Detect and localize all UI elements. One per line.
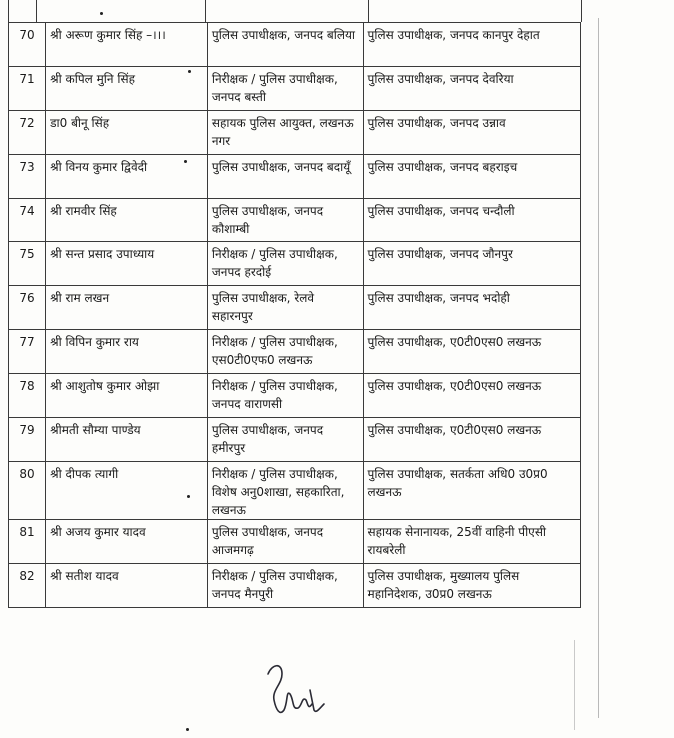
serial-number: 82 xyxy=(9,563,46,607)
new-posting: पुलिस उपाधीक्षक, जनपद चन्दौली xyxy=(363,198,580,242)
signature xyxy=(262,660,332,720)
table-row xyxy=(9,563,581,607)
new-posting: सहायक सेनानायक, 25वीं वाहिनी पीएसी रायबरेली xyxy=(363,519,580,563)
officer-name: श्री राम लखन xyxy=(46,286,208,330)
serial-number: 78 xyxy=(9,374,46,418)
transfer-table-body xyxy=(9,23,581,608)
page-margin-line xyxy=(574,640,575,730)
table-row xyxy=(9,330,581,374)
officer-name: श्री आशुतोष कुमार ओझा xyxy=(46,374,208,418)
page-margin-line xyxy=(598,18,599,718)
new-posting: पुलिस उपाधीक्षक, ए0टी0एस0 लखनऊ xyxy=(363,330,580,374)
table-row xyxy=(9,286,581,330)
table-row xyxy=(9,23,581,67)
scan-speck xyxy=(188,70,191,73)
table-row xyxy=(9,110,581,154)
serial-number: 73 xyxy=(9,154,46,198)
scan-speck xyxy=(187,495,190,498)
serial-number: 71 xyxy=(9,66,46,110)
current-posting: पुलिस उपाधीक्षक, जनपद कौशाम्बी xyxy=(207,198,363,242)
new-posting: पुलिस उपाधीक्षक, जनपद उन्नाव xyxy=(363,110,580,154)
current-posting: पुलिस उपाधीक्षक, जनपद आजमगढ़ xyxy=(207,519,363,563)
serial-number: 77 xyxy=(9,330,46,374)
current-posting: निरीक्षक / पुलिस उपाधीक्षक, एस0टी0एफ0 लखनऊ xyxy=(207,330,363,374)
table-row xyxy=(9,374,581,418)
officer-name: श्री सतीश यादव xyxy=(46,563,208,607)
current-posting: पुलिस उपाधीक्षक, जनपद हमीरपुर xyxy=(207,418,363,462)
new-posting: पुलिस उपाधीक्षक, जनपद बहराइच xyxy=(363,154,580,198)
officer-name: श्री विनय कुमार द्विवेदी xyxy=(46,154,208,198)
transfer-table xyxy=(8,22,581,608)
scan-speck xyxy=(186,728,189,731)
table-row xyxy=(9,519,581,563)
serial-number: 80 xyxy=(9,461,46,519)
serial-number: 75 xyxy=(9,242,46,286)
officer-name: श्री अजय कुमार यादव xyxy=(46,519,208,563)
current-posting: सहायक पुलिस आयुक्त, लखनऊ नगर xyxy=(207,110,363,154)
new-posting: पुलिस उपाधीक्षक, सतर्कता अधि0 उ0प्र0 लखनऊ xyxy=(363,461,580,519)
serial-number: 72 xyxy=(9,110,46,154)
serial-number: 70 xyxy=(9,23,46,67)
current-posting: निरीक्षक / पुलिस उपाधीक्षक, जनपद हरदोई xyxy=(207,242,363,286)
officer-name: श्रीमती सौम्या पाण्डेय xyxy=(46,418,208,462)
new-posting: पुलिस उपाधीक्षक, ए0टी0एस0 लखनऊ xyxy=(363,418,580,462)
table-row xyxy=(9,461,581,519)
serial-number: 81 xyxy=(9,519,46,563)
officer-name: श्री दीपक त्यागी xyxy=(46,461,208,519)
current-posting: पुलिस उपाधीक्षक, जनपद बदायूँ xyxy=(207,154,363,198)
serial-number: 74 xyxy=(9,198,46,242)
table-row xyxy=(9,66,581,110)
scan-speck xyxy=(100,12,103,15)
new-posting: पुलिस उपाधीक्षक, ए0टी0एस0 लखनऊ xyxy=(363,374,580,418)
scan-speck xyxy=(184,160,187,163)
new-posting: पुलिस उपाधीक्षक, मुख्यालय पुलिस महानिदेशक, उ0प्र0 लखनऊ xyxy=(363,563,580,607)
officer-name: श्री रामवीर सिंह xyxy=(46,198,208,242)
table-row xyxy=(9,418,581,462)
officer-name: श्री कपिल मुनि सिंह xyxy=(46,66,208,110)
table-row xyxy=(9,242,581,286)
officer-name: डा0 बीनू सिंह xyxy=(46,110,208,154)
new-posting: पुलिस उपाधीक्षक, जनपद जौनपुर xyxy=(363,242,580,286)
current-posting: निरीक्षक / पुलिस उपाधीक्षक, जनपद वाराणसी xyxy=(207,374,363,418)
current-posting: पुलिस उपाधीक्षक, जनपद बलिया xyxy=(207,23,363,67)
current-posting: पुलिस उपाधीक्षक, रेलवे सहारनपुर xyxy=(207,286,363,330)
officer-name: श्री अरूण कुमार सिंह –।।। xyxy=(46,23,208,67)
new-posting: पुलिस उपाधीक्षक, जनपद कानपुर देहात xyxy=(363,23,580,67)
table-row xyxy=(9,198,581,242)
current-posting: निरीक्षक / पुलिस उपाधीक्षक, जनपद मैनपुरी xyxy=(207,563,363,607)
serial-number: 76 xyxy=(9,286,46,330)
current-posting: निरीक्षक / पुलिस उपाधीक्षक, विशेष अनु0शाखा, सहकारिता, लखनऊ xyxy=(207,461,363,519)
officer-name: श्री सन्त प्रसाद उपाध्याय xyxy=(46,242,208,286)
new-posting: पुलिस उपाधीक्षक, जनपद देवरिया xyxy=(363,66,580,110)
table-row xyxy=(9,154,581,198)
serial-number: 79 xyxy=(9,418,46,462)
current-posting: निरीक्षक / पुलिस उपाधीक्षक, जनपद बस्ती xyxy=(207,66,363,110)
table-top-continuation xyxy=(8,0,582,22)
new-posting: पुलिस उपाधीक्षक, जनपद भदोही xyxy=(363,286,580,330)
officer-name: श्री विपिन कुमार राय xyxy=(46,330,208,374)
